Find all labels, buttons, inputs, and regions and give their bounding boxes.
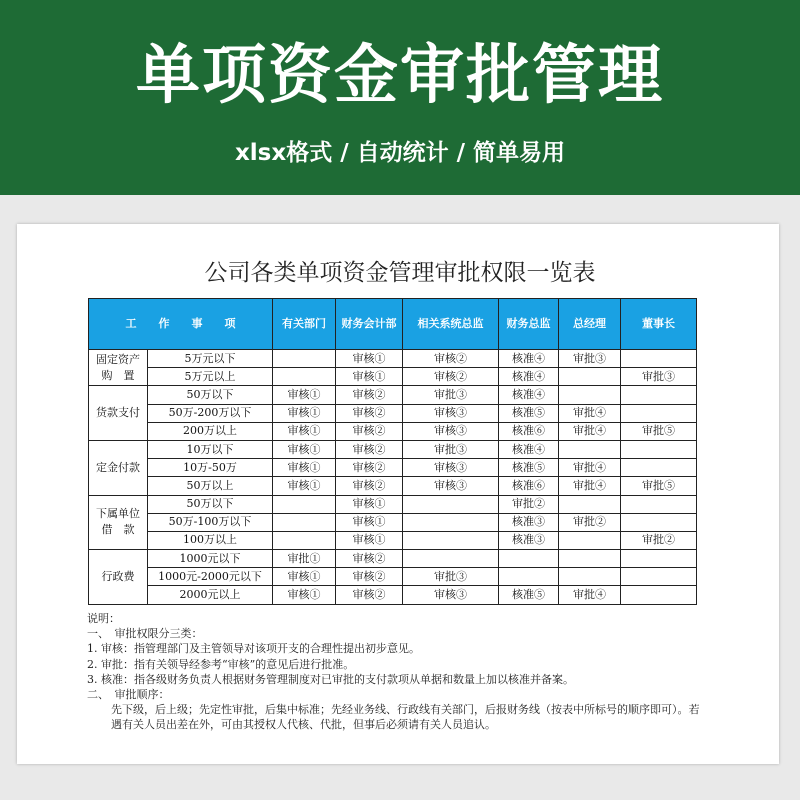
approval-cell: 审批③ [559, 350, 621, 368]
range-cell: 50万以上 [148, 477, 273, 495]
approval-cell [273, 531, 336, 549]
category-cell: 货款支付 [89, 386, 148, 441]
header-col: 财务会计部 [336, 299, 403, 350]
approval-cell [621, 459, 697, 477]
approval-cell [559, 368, 621, 386]
approval-cell: 审核① [336, 368, 403, 386]
approval-cell: 审核② [336, 440, 403, 458]
approval-cell [621, 350, 697, 368]
category-cell: 下属单位 借 款 [89, 495, 148, 550]
range-cell: 10万以下 [148, 440, 273, 458]
approval-cell: 审批④ [559, 459, 621, 477]
range-cell: 50万-200万以下 [148, 404, 273, 422]
header-col: 董事长 [621, 299, 697, 350]
approval-cell: 审批⑤ [621, 422, 697, 440]
table-row [89, 368, 697, 386]
approval-cell: 审核① [336, 531, 403, 549]
table-row [89, 477, 697, 495]
approval-cell: 审核① [273, 440, 336, 458]
approval-cell: 审核① [273, 404, 336, 422]
approval-cell: 审批④ [559, 586, 621, 604]
range-cell: 50万-100万以下 [148, 513, 273, 531]
approval-cell: 审批③ [403, 386, 499, 404]
approval-cell: 审核② [403, 368, 499, 386]
approval-cell: 核准③ [499, 513, 559, 531]
table-row [89, 586, 697, 604]
table-row [89, 404, 697, 422]
approval-cell: 审核② [336, 550, 403, 568]
table-row [89, 422, 697, 440]
approval-cell: 审核② [336, 404, 403, 422]
approval-cell [499, 568, 559, 586]
table-row [89, 350, 697, 368]
approval-cell: 审批③ [403, 568, 499, 586]
note-line: 说明： [87, 612, 120, 625]
approval-cell: 审核① [273, 459, 336, 477]
approval-cell [403, 531, 499, 549]
approval-cell: 核准⑥ [499, 422, 559, 440]
range-cell: 200万以上 [148, 422, 273, 440]
approval-cell [621, 404, 697, 422]
approval-cell [621, 440, 697, 458]
approval-cell: 核准⑤ [499, 404, 559, 422]
table-row [89, 513, 697, 531]
category-cell: 固定资产 购 置 [89, 350, 148, 386]
approval-cell [273, 495, 336, 513]
approval-cell [273, 350, 336, 368]
approval-cell: 审核① [273, 568, 336, 586]
approval-cell [621, 495, 697, 513]
approval-cell: 审批② [499, 495, 559, 513]
approval-cell: 核准④ [499, 386, 559, 404]
approval-cell: 审批② [621, 531, 697, 549]
range-cell: 10万-50万 [148, 459, 273, 477]
table-row [89, 386, 697, 404]
approval-cell: 审核② [336, 477, 403, 495]
table-row [89, 531, 697, 549]
note-line: 2. 审批：指有关领导经参考“审核”的意见后进行批准。 [87, 657, 355, 671]
range-cell: 1000元以下 [148, 550, 273, 568]
range-cell: 50万以下 [148, 495, 273, 513]
range-cell: 1000元-2000元以下 [148, 568, 273, 586]
approval-cell: 审批④ [559, 404, 621, 422]
approval-cell: 审核③ [403, 477, 499, 495]
approval-cell: 审核② [336, 586, 403, 604]
range-cell: 50万以下 [148, 386, 273, 404]
approval-cell: 审核② [336, 568, 403, 586]
table-row [89, 440, 697, 458]
note-line: 3. 核准：指各级财务负责人根据财务管理制度对已审批的支付款项从单据和数量上加以核准并备案。 [87, 672, 574, 686]
note-line: 二、 审批顺序： [87, 688, 170, 702]
approval-cell: 审批② [559, 513, 621, 531]
category-cell: 定金付款 [89, 440, 148, 495]
approval-cell: 核准④ [499, 350, 559, 368]
banner-title: 单项资金审批管理 [136, 39, 664, 113]
header-col: 相关系统总监 [403, 299, 499, 350]
approval-cell [559, 440, 621, 458]
header-item: 工 作 事 项 [89, 299, 273, 350]
approval-cell: 核准⑥ [499, 477, 559, 495]
approval-cell: 审核③ [403, 459, 499, 477]
approval-cell [559, 568, 621, 586]
approval-cell [403, 550, 499, 568]
approval-cell: 审核① [273, 477, 336, 495]
approval-cell [621, 386, 697, 404]
approval-cell: 审批④ [559, 422, 621, 440]
note-line: 1. 审核：指管理部门及主管领导对该项开支的合理性提出初步意见。 [87, 642, 420, 656]
approval-cell [559, 531, 621, 549]
approval-cell: 审核② [403, 350, 499, 368]
approval-cell: 审核③ [403, 422, 499, 440]
approval-cell: 审批③ [621, 368, 697, 386]
banner-subtitle: xlsx格式 / 自动统计 / 简单易用 [234, 140, 566, 166]
approval-cell: 审批③ [403, 440, 499, 458]
note-line: 一、 审批权限分三类： [87, 627, 203, 641]
sheet-title: 公司各类单项资金管理审批权限一览表 [204, 260, 596, 286]
approval-cell [621, 568, 697, 586]
approval-cell: 审核① [336, 495, 403, 513]
approval-cell: 审批④ [559, 477, 621, 495]
approval-cell [621, 550, 697, 568]
approval-cell: 审批⑤ [621, 477, 697, 495]
approval-cell: 审核③ [403, 404, 499, 422]
approval-cell: 核准④ [499, 368, 559, 386]
header-col: 有关部门 [273, 299, 336, 350]
table-body [89, 350, 697, 605]
approval-cell [621, 513, 697, 531]
table-row [89, 459, 697, 477]
approval-cell [621, 586, 697, 604]
approval-cell: 审核② [336, 386, 403, 404]
header-col: 财务总监 [499, 299, 559, 350]
approval-cell: 核准④ [499, 440, 559, 458]
approval-cell [273, 368, 336, 386]
range-cell: 5万元以下 [148, 350, 273, 368]
approval-cell: 审核③ [403, 586, 499, 604]
approval-cell: 审核① [273, 422, 336, 440]
range-cell: 2000元以上 [148, 586, 273, 604]
approval-table [88, 298, 697, 605]
approval-cell: 审核① [273, 586, 336, 604]
table-header-row [89, 299, 697, 350]
approval-cell: 核准③ [499, 531, 559, 549]
approval-cell [559, 386, 621, 404]
approval-cell: 核准⑤ [499, 459, 559, 477]
approval-cell [559, 495, 621, 513]
table-row [89, 568, 697, 586]
category-cell: 行政费 [89, 550, 148, 605]
approval-cell [403, 495, 499, 513]
approval-cell: 审核① [336, 350, 403, 368]
approval-cell: 审核② [336, 422, 403, 440]
header-banner [0, 0, 800, 195]
note-line: 先下级，后上级；先定性审批，后集中标准；先经业务线、行政线有关部门，后报财务线（按表中所标号的顺序即可）。若遇有关人员出差在外，可由其授权人代核、代批，但事后必须请有关人员追认。 [111, 703, 700, 732]
approval-cell [273, 513, 336, 531]
approval-cell: 审批① [273, 550, 336, 568]
header-col: 总经理 [559, 299, 621, 350]
table-row [89, 550, 697, 568]
approval-cell: 审核① [273, 386, 336, 404]
notes-section [87, 611, 707, 733]
approval-cell [559, 550, 621, 568]
table-row [89, 495, 697, 513]
approval-cell: 核准⑤ [499, 586, 559, 604]
range-cell: 5万元以上 [148, 368, 273, 386]
range-cell: 100万以上 [148, 531, 273, 549]
approval-cell [499, 550, 559, 568]
approval-cell: 审核① [336, 513, 403, 531]
approval-cell [403, 513, 499, 531]
approval-cell: 审核② [336, 459, 403, 477]
